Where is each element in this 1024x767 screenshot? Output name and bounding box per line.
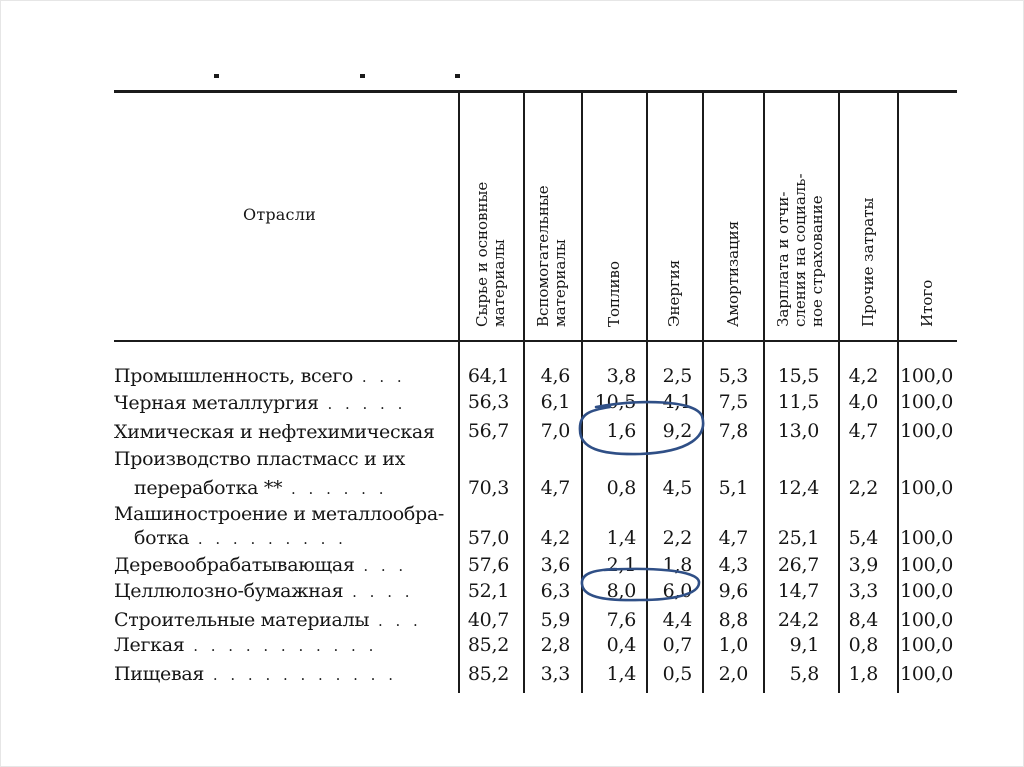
table-cell-energy: 2,2 (662, 527, 692, 549)
table-cell-amort: 5,3 (718, 365, 748, 387)
row-label-text: Промышленность, всего (114, 365, 354, 387)
table-cell-wages: 14,7 (777, 580, 819, 602)
table-cell-raw: 70,3 (467, 477, 509, 499)
table-cell-energy: 2,5 (662, 365, 692, 387)
dot-leader: . . . (369, 612, 422, 630)
table-cell-other: 0,8 (848, 634, 878, 656)
table-cell-aux: 3,3 (540, 663, 570, 685)
table-cell-fuel: 7,6 (606, 609, 636, 631)
branch-column-header: Отрасли (243, 205, 316, 224)
column-header-line: Энергия (664, 259, 683, 327)
table-cell-aux: 6,1 (540, 391, 570, 413)
column-header-text (604, 260, 623, 327)
dot-leader: . . . . . . . . . . . (204, 666, 397, 684)
table-cell-total: 100,0 (900, 420, 953, 442)
table-cell-amort: 5,1 (718, 477, 748, 499)
column-header-line: сления на социаль- (790, 173, 809, 327)
dot-leader: . . . . . (318, 395, 407, 413)
table-cell-raw: 40,7 (467, 609, 509, 631)
table-cell-aux: 4,2 (540, 527, 570, 549)
column-header-line: Топливо (604, 260, 623, 327)
row-label-text: Легкая (114, 634, 185, 656)
table-cell-amort: 7,5 (718, 391, 748, 413)
table-cell-raw: 85,2 (467, 634, 509, 656)
table-cell-aux: 2,8 (540, 634, 570, 656)
table-cell-energy: 9,2 (662, 420, 692, 442)
dot-leader: . . . . . . . . . . . (184, 637, 378, 655)
column-header-text (664, 259, 683, 327)
column-header-text (723, 220, 742, 327)
table-cell-wages: 12,4 (777, 477, 819, 499)
table-cell-fuel: 0,4 (606, 634, 636, 656)
dot-leader: . . . . (343, 583, 414, 601)
table-cell-fuel: 1,6 (606, 420, 636, 442)
row-label (114, 609, 422, 631)
table-cell-other: 1,8 (848, 663, 878, 685)
table-cell-energy: 4,5 (662, 477, 692, 499)
column-header-amort (707, 95, 759, 330)
table-cell-other: 4,2 (848, 365, 878, 387)
table-cell-energy: 0,5 (662, 663, 692, 685)
row-label (114, 634, 377, 656)
table-cell-wages: 26,7 (777, 554, 819, 576)
row-label (114, 663, 397, 685)
column-header-other (842, 95, 894, 330)
table-cell-aux: 4,6 (540, 365, 570, 387)
table-cell-wages: 13,0 (777, 420, 819, 442)
dot-leader: . . . . . . . . . (189, 530, 347, 548)
print-mark (360, 74, 365, 78)
column-header-fuel (588, 95, 640, 330)
row-label-text: Строительные материалы (114, 609, 370, 631)
column-header-line: Сырье и основные (473, 181, 491, 327)
table-cell-other: 4,7 (848, 420, 878, 442)
table-cell-wages: 24,2 (777, 609, 819, 631)
column-header-text (858, 197, 877, 327)
column-header-text (917, 279, 936, 327)
table-cell-amort: 4,7 (718, 527, 748, 549)
column-header-line: Амортизация (723, 220, 742, 327)
table-cell-fuel: 10,5 (594, 391, 636, 413)
row-label (134, 527, 347, 549)
table-cell-wages: 9,1 (789, 634, 819, 656)
column-header-line: Итого (917, 279, 936, 327)
table-cell-total: 100,0 (900, 634, 953, 656)
table-cell-amort: 7,8 (718, 420, 748, 442)
table-cell-other: 3,3 (848, 580, 878, 602)
table-cell-other: 3,9 (848, 554, 878, 576)
table-cell-raw: 64,1 (467, 365, 509, 387)
table-cell-wages: 11,5 (777, 391, 819, 413)
row-label (114, 554, 407, 576)
table-cell-energy: 6,0 (662, 580, 692, 602)
table-cell-energy: 4,4 (662, 609, 692, 631)
row-label (134, 477, 387, 499)
column-header-aux (526, 95, 578, 330)
row-label-text: Целлюлозно-бумажная (114, 580, 344, 602)
table-cell-total: 100,0 (900, 391, 953, 413)
table-cell-wages: 15,5 (777, 365, 819, 387)
column-header-text (773, 173, 826, 327)
table-cell-raw: 85,2 (467, 663, 509, 685)
top-rule (114, 90, 957, 93)
row-label-text: Деревообрабатывающая (114, 554, 355, 576)
column-header-text (534, 185, 569, 327)
dot-leader: . . . . . . (282, 480, 388, 498)
print-mark (214, 74, 219, 78)
dot-leader: . . . (353, 368, 406, 386)
table-cell-total: 100,0 (900, 477, 953, 499)
table-cell-raw: 57,0 (467, 527, 509, 549)
table-cell-wages: 5,8 (789, 663, 819, 685)
row-label-text: Машиностроение и металлообра- (114, 503, 445, 525)
table-cell-fuel: 2,1 (606, 554, 636, 576)
table-cell-energy: 0,7 (662, 634, 692, 656)
table-cell-other: 8,4 (848, 609, 878, 631)
column-header-energy (648, 95, 700, 330)
table-cell-energy: 4,1 (662, 391, 692, 413)
table-cell-aux: 6,3 (540, 580, 570, 602)
table-cell-total: 100,0 (900, 609, 953, 631)
column-header-line: материалы (551, 239, 569, 327)
row-label-text: Черная металлургия (114, 392, 319, 414)
table-cell-total: 100,0 (900, 554, 953, 576)
table-cell-fuel: 8,0 (606, 580, 636, 602)
row-label-text: Пищевая (114, 663, 205, 685)
row-label-text: ботка (134, 527, 190, 549)
column-header-line: Вспомогательные (534, 185, 552, 327)
row-label-text: Производство пластмасс и их (114, 448, 405, 470)
row-label (114, 392, 406, 414)
column-header-line: Зарплата и отчи- (773, 191, 792, 327)
row-label (114, 580, 414, 602)
column-header-wages (774, 95, 826, 330)
column-header-text (473, 181, 508, 327)
table-cell-aux: 4,7 (540, 477, 570, 499)
table-cell-energy: 1,8 (662, 554, 692, 576)
table-cell-fuel: 3,8 (606, 365, 636, 387)
column-header-line: Прочие затраты (858, 197, 877, 327)
dot-leader: . . . (354, 557, 408, 575)
table-cell-aux: 7,0 (540, 420, 570, 442)
column-header-total (901, 95, 953, 330)
table-cell-total: 100,0 (900, 580, 953, 602)
table-cell-aux: 5,9 (540, 609, 570, 631)
table-cell-other: 5,4 (848, 527, 878, 549)
table-cell-total: 100,0 (900, 365, 953, 387)
row-label (114, 503, 444, 525)
table-cell-amort: 8,8 (718, 609, 748, 631)
row-label (114, 365, 406, 387)
table-cell-other: 4,0 (848, 391, 878, 413)
table-cell-amort: 1,0 (718, 634, 748, 656)
table-cell-fuel: 0,8 (606, 477, 636, 499)
table-cell-aux: 3,6 (540, 554, 570, 576)
table-cell-amort: 4,3 (718, 554, 748, 576)
row-label-text: переработка ** (134, 477, 283, 499)
table-cell-raw: 56,3 (467, 391, 509, 413)
table-cell-raw: 56,7 (467, 420, 509, 442)
column-header-line: материалы (490, 239, 508, 327)
table-cell-wages: 25,1 (777, 527, 819, 549)
table-cell-fuel: 1,4 (606, 663, 636, 685)
table-cell-other: 2,2 (848, 477, 878, 499)
table-cell-amort: 9,6 (718, 580, 748, 602)
table-cell-amort: 2,0 (718, 663, 748, 685)
table-cell-raw: 57,6 (467, 554, 509, 576)
table-cell-total: 100,0 (900, 663, 953, 685)
table-cell-fuel: 1,4 (606, 527, 636, 549)
row-label (114, 421, 435, 443)
column-header-line: ное страхование (807, 195, 826, 327)
header-rule (114, 340, 957, 342)
print-mark (455, 74, 460, 78)
row-label-text: Химическая и нефтехимическая (114, 421, 435, 443)
row-label (114, 448, 405, 470)
table-cell-total: 100,0 (900, 527, 953, 549)
column-header-raw (465, 95, 517, 330)
table-cell-raw: 52,1 (467, 580, 509, 602)
